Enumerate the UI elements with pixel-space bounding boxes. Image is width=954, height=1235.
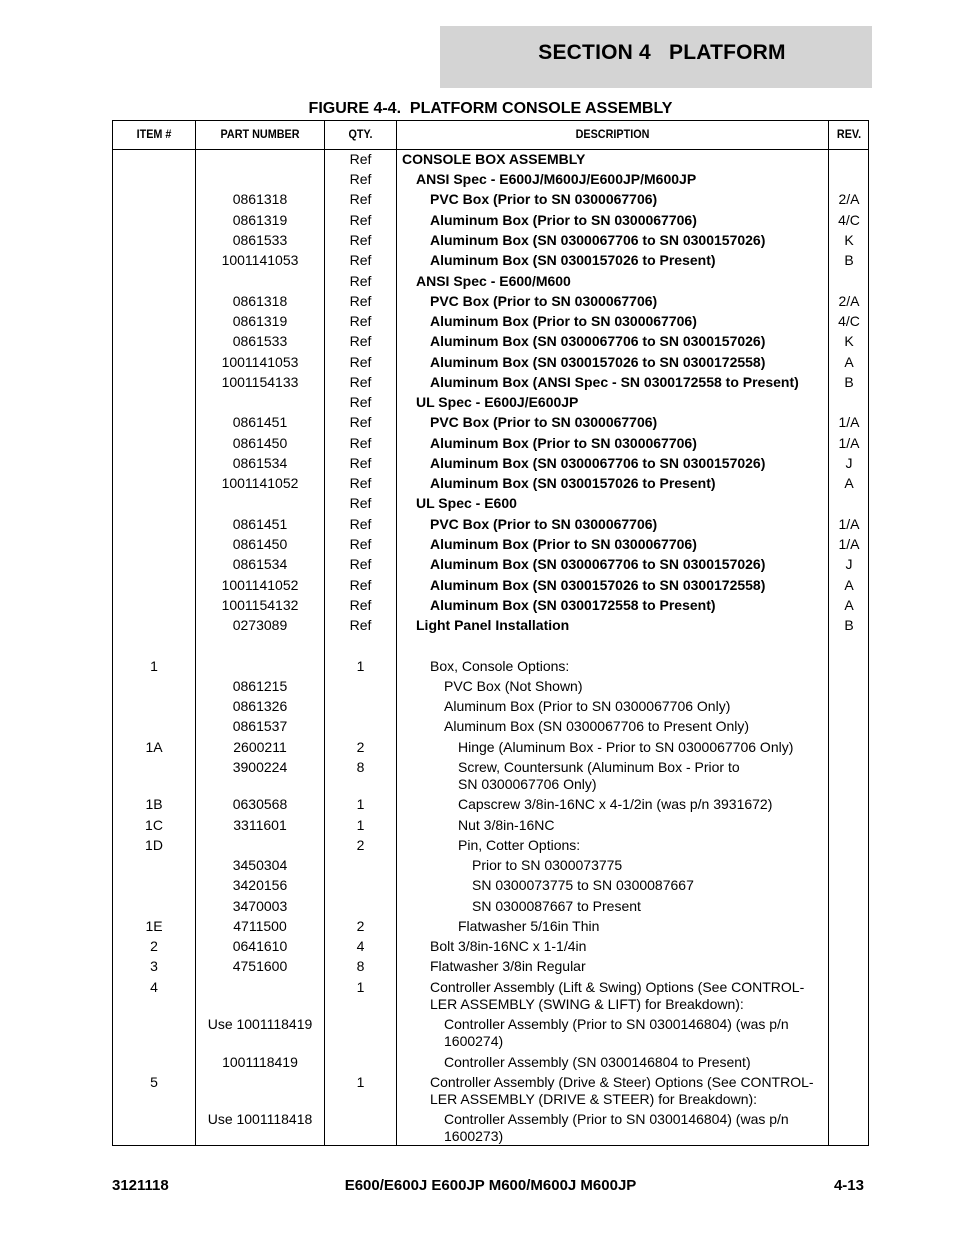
description-cell: Nut 3/8in-16NC (458, 817, 555, 833)
qty-cell: Ref (349, 354, 372, 370)
description-cell: Aluminum Box (ANSI Spec - SN 0300172558 to Present) (430, 374, 799, 390)
item-cell: 2 (150, 938, 158, 954)
qty-cell: Ref (349, 597, 372, 613)
description-cell: Aluminum Box (Prior to SN 0300067706) (430, 536, 697, 552)
description-cell: ANSI Spec - E600J/M600J/E600JP/M600JP (416, 171, 697, 187)
qty-cell: 2 (356, 837, 365, 853)
description-cell: Aluminum Box (Prior to SN 0300067706 Only) (444, 698, 731, 714)
part-number-cell: 0861318 (232, 293, 288, 309)
rev-cell: K (844, 232, 854, 248)
qty-cell: 1 (356, 658, 365, 674)
rev-cell: A (844, 475, 854, 491)
qty-cell: Ref (349, 556, 372, 572)
part-number-cell: 0861215 (232, 678, 288, 694)
qty-cell: Ref (349, 191, 372, 207)
section-title: SECTION 4 PLATFORM (538, 41, 786, 64)
part-number-cell: 3311601 (233, 817, 287, 833)
qty-cell: Ref (349, 435, 372, 451)
description-cell: Aluminum Box (Prior to SN 0300067706) (430, 212, 697, 228)
figure-title: FIGURE 4-4. PLATFORM CONSOLE ASSEMBLY (308, 100, 673, 117)
qty-cell: Ref (349, 617, 372, 633)
rev-cell: A (844, 597, 854, 613)
rev-cell: A (844, 577, 854, 593)
description-cell: Aluminum Box (SN 0300067706 to SN 0300157026) (430, 455, 766, 471)
qty-cell: Ref (349, 495, 372, 511)
footer-models: E600/E600J E600JP M600/M600J M600JP (344, 1177, 637, 1194)
description-cell: Controller Assembly (Prior to SN 0300146804) (was p/n 1600273) (444, 1111, 789, 1144)
footer-page-number: 4-13 (833, 1177, 864, 1194)
description-cell: Bolt 3/8in-16NC x 1-1/4in (430, 938, 587, 954)
part-number-cell: 3420156 (232, 877, 288, 893)
part-number-cell: 3470003 (232, 898, 288, 914)
qty-cell: 2 (356, 918, 365, 934)
qty-cell: Ref (349, 252, 372, 268)
rev-cell: B (844, 252, 854, 268)
parts-table (112, 120, 869, 1146)
part-number-cell: 1001118419 (222, 1054, 298, 1070)
qty-cell: Ref (349, 394, 372, 410)
rev-cell: 1/A (838, 435, 860, 451)
part-number-cell: 0861533 (232, 333, 288, 349)
item-cell: 1B (145, 796, 163, 812)
description-cell: CONSOLE BOX ASSEMBLY (402, 151, 586, 167)
qty-cell: Ref (349, 577, 372, 593)
qty-cell: 1 (356, 1074, 365, 1090)
qty-cell: 1 (356, 796, 365, 812)
description-cell: Controller Assembly (Lift & Swing) Options (See CONTROL- LER ASSEMBLY (SWING & LIFT) for Breakdown): (430, 979, 805, 1012)
qty-cell: Ref (349, 171, 372, 187)
description-cell: Aluminum Box (SN 0300157026 to Present) (430, 475, 716, 491)
section-banner (440, 26, 872, 88)
part-number-cell: 1001154132 (221, 597, 299, 613)
rev-cell: 1/A (838, 516, 860, 532)
column-header-item: ITEM # (136, 127, 172, 141)
part-number-cell: 1001141052 (221, 475, 299, 491)
part-number-cell: 2600211 (233, 739, 287, 755)
qty-cell: Ref (349, 414, 372, 430)
description-cell: Aluminum Box (Prior to SN 0300067706) (430, 435, 697, 451)
part-number-cell: 0861534 (232, 556, 288, 572)
rev-cell: A (844, 354, 854, 370)
description-cell: SN 0300073775 to SN 0300087667 (472, 877, 694, 893)
column-header-description: DESCRIPTION (575, 127, 650, 141)
description-cell: PVC Box (Prior to SN 0300067706) (430, 293, 658, 309)
column-divider (396, 121, 397, 1145)
column-header-qty: QTY. (348, 127, 373, 141)
part-number-cell: 0861537 (232, 718, 288, 734)
rev-cell: J (845, 556, 853, 572)
description-cell: SN 0300087667 to Present (472, 898, 641, 914)
rev-cell: 4/C (838, 212, 860, 228)
description-cell: ANSI Spec - E600/M600 (416, 273, 571, 289)
part-number-cell: 0273089 (232, 617, 288, 633)
item-cell: 1E (145, 918, 163, 934)
part-number-cell: Use 1001118419 (207, 1016, 313, 1032)
part-number-cell: 0861534 (232, 455, 288, 471)
rev-cell: 2/A (838, 191, 860, 207)
qty-cell: 1 (356, 817, 365, 833)
item-cell: 1A (145, 739, 163, 755)
qty-cell: 8 (356, 958, 365, 974)
description-cell: UL Spec - E600 (416, 495, 517, 511)
qty-cell: Ref (349, 212, 372, 228)
item-cell: 4 (150, 979, 158, 995)
description-cell: PVC Box (Not Shown) (444, 678, 583, 694)
description-cell: Light Panel Installation (416, 617, 570, 633)
rev-cell: K (844, 333, 854, 349)
item-cell: 5 (150, 1074, 158, 1090)
rev-cell: B (844, 374, 854, 390)
qty-cell: Ref (349, 313, 372, 329)
part-number-cell: 1001141053 (221, 354, 299, 370)
part-number-cell: 3900224 (232, 759, 288, 775)
qty-cell: 1 (356, 979, 365, 995)
qty-cell: Ref (349, 455, 372, 471)
description-cell: Aluminum Box (Prior to SN 0300067706) (430, 313, 697, 329)
qty-cell: 4 (356, 938, 365, 954)
part-number-cell: 0861533 (232, 232, 288, 248)
description-cell: PVC Box (Prior to SN 0300067706) (430, 414, 658, 430)
part-number-cell: 0630568 (232, 796, 288, 812)
description-cell: Pin, Cotter Options: (458, 837, 581, 853)
part-number-cell: 1001154133 (221, 374, 299, 390)
item-cell: 1D (145, 837, 163, 853)
description-cell: Flatwasher 3/8in Regular (430, 958, 586, 974)
part-number-cell: 0861318 (232, 191, 288, 207)
part-number-cell: 4751600 (232, 958, 288, 974)
qty-cell: Ref (349, 374, 372, 390)
qty-cell: Ref (349, 475, 372, 491)
part-number-cell: 0861326 (232, 698, 288, 714)
rev-cell: 1/A (838, 414, 860, 430)
description-cell: Aluminum Box (SN 0300067706 to Present Only) (444, 718, 750, 734)
qty-cell: Ref (349, 536, 372, 552)
rev-cell: B (844, 617, 854, 633)
column-header-part-number: PART NUMBER (220, 127, 300, 141)
item-cell: 1 (150, 658, 158, 674)
description-cell: PVC Box (Prior to SN 0300067706) (430, 516, 658, 532)
item-cell: 3 (150, 958, 158, 974)
description-cell: Aluminum Box (SN 0300067706 to SN 0300157026) (430, 556, 766, 572)
part-number-cell: 0861319 (232, 313, 288, 329)
description-cell: Controller Assembly (Prior to SN 0300146804) (was p/n 1600274) (444, 1016, 789, 1049)
column-header-rev: REV. (836, 127, 862, 141)
rev-cell: 4/C (838, 313, 860, 329)
part-number-cell: 1001141052 (221, 577, 299, 593)
description-cell: Box, Console Options: (430, 658, 570, 674)
header-divider (113, 149, 868, 150)
description-cell: Aluminum Box (SN 0300157026 to SN 0300172558) (430, 354, 766, 370)
part-number-cell: 3450304 (232, 857, 288, 873)
qty-cell: Ref (349, 516, 372, 532)
description-cell: Capscrew 3/8in-16NC x 4-1/2in (was p/n 3931672) (458, 796, 773, 812)
qty-cell: Ref (349, 293, 372, 309)
rev-cell: J (845, 455, 853, 471)
part-number-cell: 0861451 (232, 414, 288, 430)
description-cell: Flatwasher 5/16in Thin (458, 918, 600, 934)
description-cell: Controller Assembly (SN 0300146804 to Present) (444, 1054, 751, 1070)
part-number-cell: 0861450 (232, 435, 288, 451)
description-cell: PVC Box (Prior to SN 0300067706) (430, 191, 658, 207)
qty-cell: Ref (349, 151, 372, 167)
qty-cell: 2 (356, 739, 365, 755)
footer-doc-number: 3121118 (112, 1177, 169, 1194)
description-cell: Aluminum Box (SN 0300157026 to Present) (430, 252, 716, 268)
description-cell: Aluminum Box (SN 0300067706 to SN 0300157026) (430, 232, 766, 248)
part-number-cell: 1001141053 (221, 252, 299, 268)
description-cell: Controller Assembly (Drive & Steer) Options (See CONTROL- LER ASSEMBLY (DRIVE & STEER) for Breakdown): (430, 1074, 814, 1107)
qty-cell: Ref (349, 333, 372, 349)
rev-cell: 2/A (838, 293, 860, 309)
item-cell: 1C (145, 817, 163, 833)
description-cell: Aluminum Box (SN 0300157026 to SN 0300172558) (430, 577, 766, 593)
description-cell: Aluminum Box (SN 0300172558 to Present) (430, 597, 716, 613)
part-number-cell: 0861319 (232, 212, 288, 228)
part-number-cell: Use 1001118418 (207, 1111, 313, 1127)
description-cell: Hinge (Aluminum Box - Prior to SN 0300067706 Only) (458, 739, 794, 755)
part-number-cell: 0641610 (232, 938, 288, 954)
qty-cell: 8 (356, 759, 365, 775)
description-cell: Aluminum Box (SN 0300067706 to SN 0300157026) (430, 333, 766, 349)
qty-cell: Ref (349, 273, 372, 289)
part-number-cell: 0861450 (232, 536, 288, 552)
part-number-cell: 0861451 (232, 516, 288, 532)
description-cell: Screw, Countersunk (Aluminum Box - Prior to SN 0300067706 Only) (458, 759, 740, 792)
description-cell: UL Spec - E600J/E600JP (416, 394, 579, 410)
qty-cell: Ref (349, 232, 372, 248)
part-number-cell: 4711500 (233, 918, 287, 934)
rev-cell: 1/A (838, 536, 860, 552)
description-cell: Prior to SN 0300073775 (472, 857, 623, 873)
